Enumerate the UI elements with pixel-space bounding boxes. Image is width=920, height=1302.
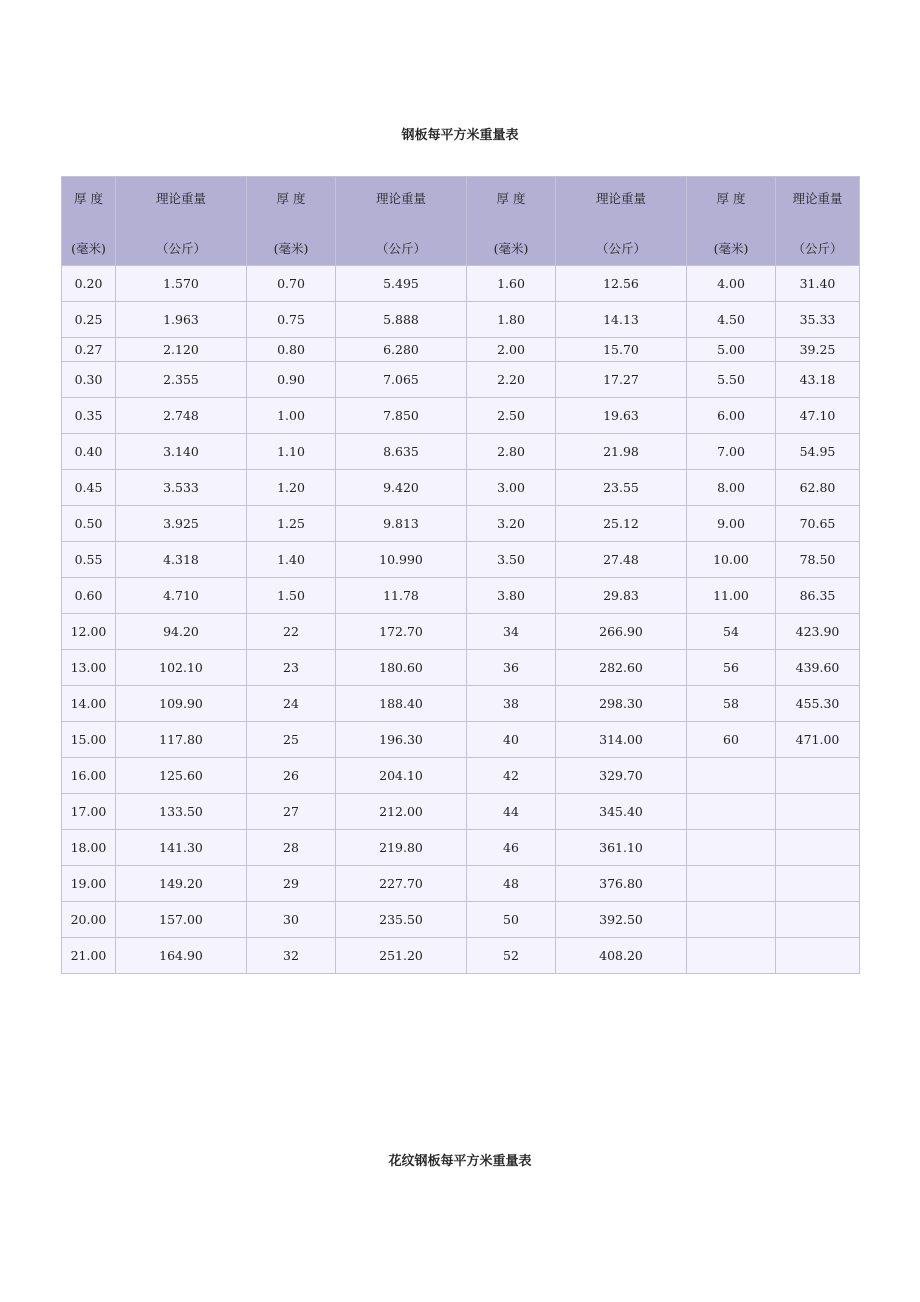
weight-cell: 180.60 (336, 650, 467, 686)
thickness-cell: 40 (467, 722, 556, 758)
thickness-cell: 4.50 (687, 302, 776, 338)
table-row (62, 686, 860, 722)
weight-cell: 62.80 (776, 470, 860, 506)
weight-cell: 196.30 (336, 722, 467, 758)
table-row (62, 722, 860, 758)
thickness-cell: 1.20 (247, 470, 336, 506)
thickness-cell: 42 (467, 758, 556, 794)
table-row (62, 338, 860, 362)
weight-cell: 361.10 (556, 830, 687, 866)
section-title: 花纹钢板每平方米重量表 (388, 1154, 532, 1169)
weight-cell: 109.90 (116, 686, 247, 722)
thickness-cell: 12.00 (62, 614, 116, 650)
weight-cell: 141.30 (116, 830, 247, 866)
weight-cell: 172.70 (336, 614, 467, 650)
weight-cell: 4.710 (116, 578, 247, 614)
table-row (62, 266, 860, 302)
table-row (62, 650, 860, 686)
header-weight-2: 理论重量 （公斤） (336, 177, 467, 266)
weight-cell: 43.18 (776, 362, 860, 398)
thickness-cell: 1.80 (467, 302, 556, 338)
thickness-cell: 18.00 (62, 830, 116, 866)
weight-cell (776, 794, 860, 830)
thickness-cell: 1.60 (467, 266, 556, 302)
thickness-cell: 24 (247, 686, 336, 722)
header-weight-4: 理论重量 （公斤） (776, 177, 860, 266)
weight-cell: 3.925 (116, 506, 247, 542)
thickness-cell: 3.20 (467, 506, 556, 542)
thickness-cell: 58 (687, 686, 776, 722)
table-row (62, 506, 860, 542)
thickness-cell: 13.00 (62, 650, 116, 686)
weight-cell: 1.963 (116, 302, 247, 338)
thickness-cell: 20.00 (62, 902, 116, 938)
weight-cell: 2.748 (116, 398, 247, 434)
weight-cell: 282.60 (556, 650, 687, 686)
weight-cell: 14.13 (556, 302, 687, 338)
header-thickness-2: 厚 度 (毫米) (247, 177, 336, 266)
weight-cell: 94.20 (116, 614, 247, 650)
thickness-cell: 9.00 (687, 506, 776, 542)
weight-cell: 9.420 (336, 470, 467, 506)
weight-cell: 164.90 (116, 938, 247, 974)
thickness-cell: 27 (247, 794, 336, 830)
thickness-cell: 3.50 (467, 542, 556, 578)
thickness-cell: 60 (687, 722, 776, 758)
thickness-cell: 36 (467, 650, 556, 686)
thickness-cell: 3.80 (467, 578, 556, 614)
header-thickness-3: 厚 度 (毫米) (467, 177, 556, 266)
thickness-cell: 19.00 (62, 866, 116, 902)
weight-cell: 408.20 (556, 938, 687, 974)
weight-cell: 7.065 (336, 362, 467, 398)
table-row (62, 758, 860, 794)
weight-cell: 376.80 (556, 866, 687, 902)
thickness-cell: 0.25 (62, 302, 116, 338)
thickness-cell: 50 (467, 902, 556, 938)
weight-cell: 329.70 (556, 758, 687, 794)
weight-cell: 2.120 (116, 338, 247, 362)
header-weight-3: 理论重量 （公斤） (556, 177, 687, 266)
thickness-cell: 1.25 (247, 506, 336, 542)
thickness-cell: 30 (247, 902, 336, 938)
weight-cell: 266.90 (556, 614, 687, 650)
header-thickness-1: 厚 度 (毫米) (62, 177, 116, 266)
thickness-cell: 4.00 (687, 266, 776, 302)
weight-cell: 12.56 (556, 266, 687, 302)
thickness-cell: 14.00 (62, 686, 116, 722)
thickness-cell: 26 (247, 758, 336, 794)
thickness-cell: 17.00 (62, 794, 116, 830)
weight-cell: 188.40 (336, 686, 467, 722)
weight-cell (776, 758, 860, 794)
thickness-cell: 23 (247, 650, 336, 686)
weight-cell: 31.40 (776, 266, 860, 302)
weight-cell (776, 938, 860, 974)
weight-cell: 86.35 (776, 578, 860, 614)
weight-cell: 212.00 (336, 794, 467, 830)
thickness-cell: 16.00 (62, 758, 116, 794)
weight-cell: 5.888 (336, 302, 467, 338)
weight-cell: 29.83 (556, 578, 687, 614)
thickness-cell: 2.20 (467, 362, 556, 398)
weight-cell: 23.55 (556, 470, 687, 506)
thickness-cell: 0.75 (247, 302, 336, 338)
thickness-cell: 0.80 (247, 338, 336, 362)
table-row (62, 302, 860, 338)
weight-cell: 9.813 (336, 506, 467, 542)
table-row (62, 578, 860, 614)
thickness-cell: 8.00 (687, 470, 776, 506)
table-row (62, 866, 860, 902)
weight-cell: 149.20 (116, 866, 247, 902)
thickness-cell: 3.00 (467, 470, 556, 506)
weight-cell: 2.355 (116, 362, 247, 398)
thickness-cell (687, 758, 776, 794)
thickness-cell: 28 (247, 830, 336, 866)
weight-cell: 345.40 (556, 794, 687, 830)
thickness-cell: 0.60 (62, 578, 116, 614)
thickness-cell: 21.00 (62, 938, 116, 974)
table-row (62, 542, 860, 578)
header-weight-1: 理论重量 （公斤） (116, 177, 247, 266)
thickness-cell: 2.00 (467, 338, 556, 362)
thickness-cell: 54 (687, 614, 776, 650)
thickness-cell: 5.00 (687, 338, 776, 362)
thickness-cell: 0.40 (62, 434, 116, 470)
thickness-cell: 10.00 (687, 542, 776, 578)
weight-cell: 3.533 (116, 470, 247, 506)
weight-cell: 3.140 (116, 434, 247, 470)
thickness-cell: 0.27 (62, 338, 116, 362)
thickness-cell: 1.10 (247, 434, 336, 470)
weight-cell: 251.20 (336, 938, 467, 974)
table-row (62, 614, 860, 650)
weight-cell: 314.00 (556, 722, 687, 758)
weight-cell: 471.00 (776, 722, 860, 758)
thickness-cell: 22 (247, 614, 336, 650)
thickness-cell: 34 (467, 614, 556, 650)
thickness-cell: 7.00 (687, 434, 776, 470)
weight-cell: 27.48 (556, 542, 687, 578)
weight-cell: 15.70 (556, 338, 687, 362)
weight-cell: 78.50 (776, 542, 860, 578)
weight-cell: 439.60 (776, 650, 860, 686)
weight-cell: 392.50 (556, 902, 687, 938)
weight-cell: 10.990 (336, 542, 467, 578)
weight-cell (776, 902, 860, 938)
thickness-cell: 46 (467, 830, 556, 866)
weight-cell: 298.30 (556, 686, 687, 722)
weight-cell: 35.33 (776, 302, 860, 338)
thickness-cell: 6.00 (687, 398, 776, 434)
thickness-cell: 0.20 (62, 266, 116, 302)
table-row (62, 362, 860, 398)
weight-cell: 423.90 (776, 614, 860, 650)
thickness-cell: 1.00 (247, 398, 336, 434)
weight-cell: 4.318 (116, 542, 247, 578)
thickness-cell: 0.35 (62, 398, 116, 434)
weight-cell: 227.70 (336, 866, 467, 902)
weight-cell: 157.00 (116, 902, 247, 938)
weight-cell: 8.635 (336, 434, 467, 470)
weight-cell: 6.280 (336, 338, 467, 362)
table-row (62, 470, 860, 506)
weight-cell: 204.10 (336, 758, 467, 794)
thickness-cell: 52 (467, 938, 556, 974)
weight-cell: 455.30 (776, 686, 860, 722)
weight-cell: 47.10 (776, 398, 860, 434)
thickness-cell: 15.00 (62, 722, 116, 758)
thickness-cell: 5.50 (687, 362, 776, 398)
table-row (62, 830, 860, 866)
table-title: 钢板每平方米重量表 (401, 128, 519, 143)
weight-cell: 39.25 (776, 338, 860, 362)
thickness-cell: 0.30 (62, 362, 116, 398)
header-row (62, 177, 860, 266)
table-row (62, 902, 860, 938)
weight-cell: 102.10 (116, 650, 247, 686)
weight-cell: 7.850 (336, 398, 467, 434)
weight-cell: 219.80 (336, 830, 467, 866)
thickness-cell: 2.80 (467, 434, 556, 470)
thickness-cell: 1.50 (247, 578, 336, 614)
thickness-cell: 38 (467, 686, 556, 722)
weight-cell: 117.80 (116, 722, 247, 758)
thickness-cell: 0.45 (62, 470, 116, 506)
weight-cell: 133.50 (116, 794, 247, 830)
weight-cell: 25.12 (556, 506, 687, 542)
weight-cell: 19.63 (556, 398, 687, 434)
thickness-cell: 0.70 (247, 266, 336, 302)
thickness-cell (687, 830, 776, 866)
weight-cell: 11.78 (336, 578, 467, 614)
thickness-cell: 25 (247, 722, 336, 758)
weight-cell: 235.50 (336, 902, 467, 938)
weight-cell: 21.98 (556, 434, 687, 470)
thickness-cell: 0.50 (62, 506, 116, 542)
weight-cell (776, 830, 860, 866)
weight-cell: 125.60 (116, 758, 247, 794)
weight-cell: 54.95 (776, 434, 860, 470)
thickness-cell: 0.55 (62, 542, 116, 578)
weight-cell: 1.570 (116, 266, 247, 302)
thickness-cell: 32 (247, 938, 336, 974)
thickness-cell (687, 866, 776, 902)
thickness-cell: 11.00 (687, 578, 776, 614)
table-row (62, 434, 860, 470)
thickness-cell (687, 902, 776, 938)
thickness-cell: 56 (687, 650, 776, 686)
thickness-cell (687, 794, 776, 830)
thickness-cell: 1.40 (247, 542, 336, 578)
table-row (62, 938, 860, 974)
header-thickness-4: 厚 度 (毫米) (687, 177, 776, 266)
weight-cell: 70.65 (776, 506, 860, 542)
table-row (62, 398, 860, 434)
thickness-cell: 0.90 (247, 362, 336, 398)
weight-cell: 17.27 (556, 362, 687, 398)
thickness-cell: 29 (247, 866, 336, 902)
weight-cell (776, 866, 860, 902)
thickness-cell: 2.50 (467, 398, 556, 434)
thickness-cell: 44 (467, 794, 556, 830)
thickness-cell: 48 (467, 866, 556, 902)
thickness-cell (687, 938, 776, 974)
weight-cell: 5.495 (336, 266, 467, 302)
table-row (62, 794, 860, 830)
steel-plate-weight-table (61, 176, 860, 974)
